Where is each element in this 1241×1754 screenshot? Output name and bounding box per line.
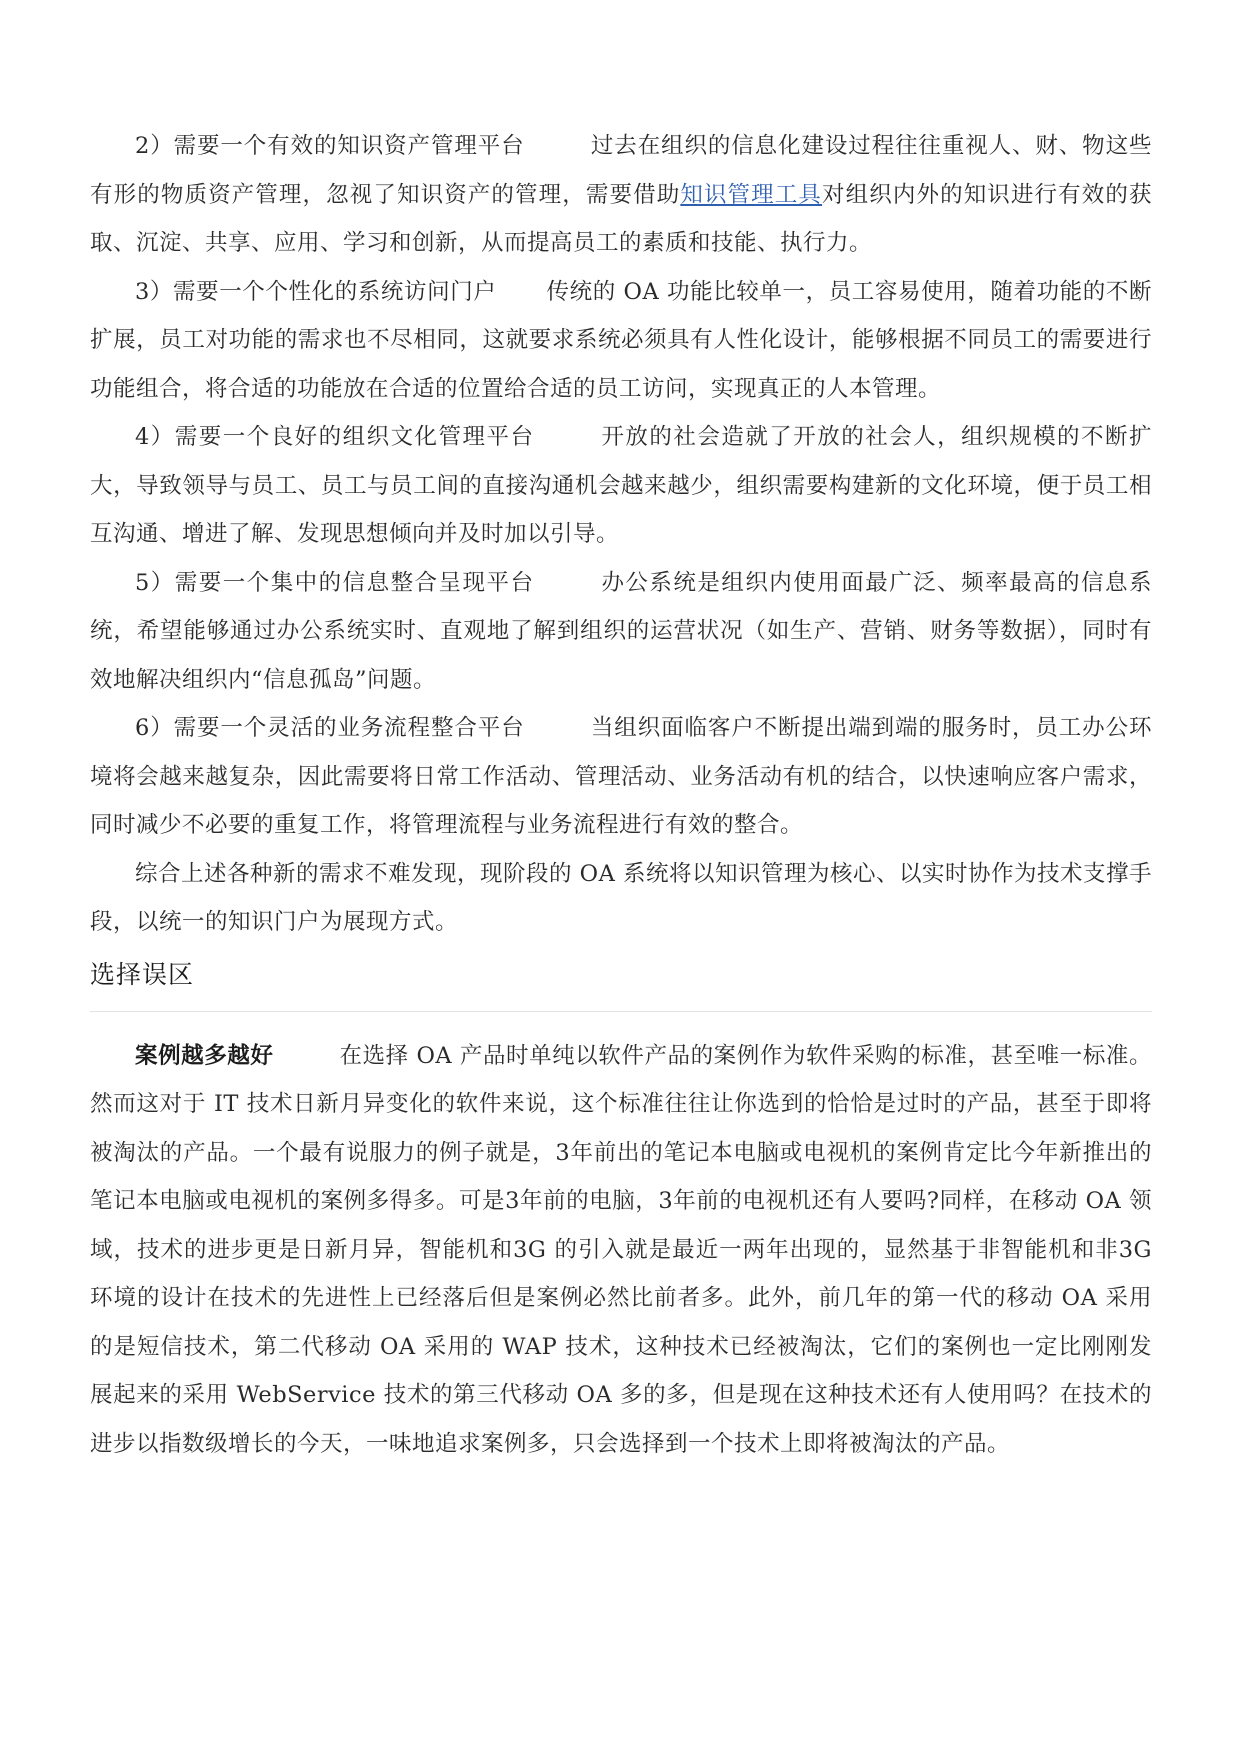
section-heading: 选择误区 <box>90 959 195 989</box>
paragraph-lead: 4）需要一个良好的组织文化管理平台 <box>135 424 535 450</box>
paragraph-knowledge-asset <box>90 122 1152 268</box>
paragraph-lead: 5）需要一个集中的信息整合呈现平台 <box>135 569 535 596</box>
paragraph-text: 传统的 OA 功能比较单一，员工容易使用，随着功能的不断扩展，员工对功能的需求也不尽相同，这就要求系统必须具有人性化设计，能够根据不同员工的需要进行功能组合，将合适的功能放在合适的位置给合适的员工访问，实现真正的人本管理。 <box>90 278 1152 402</box>
paragraph-text: 当组织面临客户不断提出端到端的服务时，员工办公环境将会越来越复杂，因此需要将日常工作活动、管理活动、业务活动有机的结合，以快速响应客户需求，同时减少不必要的重复工作，将管理流程与业务流程进行有效的整合。 <box>90 715 1152 838</box>
paragraph-case-misconception <box>90 1032 1152 1469</box>
paragraph-text: 对组织内外的知识进行有效的获取、沉淀、共享、应用、学习和创新，从而提高员工的素质和技能、执行力。 <box>90 181 1152 256</box>
knowledge-tool-link[interactable]: 知识管理工具 <box>680 181 823 208</box>
paragraph-lead: 6）需要一个灵活的业务流程整合平台 <box>135 715 525 741</box>
paragraph-culture <box>90 413 1152 559</box>
paragraph-summary: 综合上述各种新的需求不难发现，现阶段的 OA 系统将以知识管理为核心、以实时协作为技术支撑手段，以统一的知识门户为展现方式。 <box>90 860 1153 935</box>
paragraph-lead-bold: 案例越多越好 <box>135 1042 274 1069</box>
paragraph-lead: 2）需要一个有效的知识资产管理平台 <box>135 133 525 159</box>
divider <box>90 1011 1152 1012</box>
paragraph-text: 在选择 OA 产品时单纯以软件产品的案例作为软件采购的标准，甚至唯一标准。然而这对于 IT 技术日新月异变化的软件来说，这个标准往往让你选到的恰恰是过时的产品，甚至于即将被淘汰的产品。一个最有说服力的例子就是，3年前出的笔记本电脑或电视机的案例肯定比今年新推出的笔记本电脑或电视机的案例多得多。可是3年前的电脑，3年前的电视机还有人要吗?同样，在移动 OA 领域，技术的进步更是日新月异，智能机和3G 的引入就是最近一两年出现的，显然基于非智能机和非3G 环境的设计在技术的先进性上已经落后但是案例必然比前者多。此外，前几年的第一代的移动 OA 采用的是短信技术，第二代移动 OA 采用的 WAP 技术，这种技术已经被淘汰，它们的案例也一定比刚刚发展起来的采用 WebService 技术的第三代移动 OA 多的多，但是现在这种技术还有人使用吗？在技术的进步以指数级增长的今天，一味地追求案例多，只会选择到一个技术上即将被淘汰的产品。 <box>90 1042 1152 1457</box>
paragraph-workflow <box>90 704 1152 850</box>
document-page <box>90 122 1152 1468</box>
paragraph-lead: 3）需要一个个性化的系统访问门户 <box>135 278 497 305</box>
paragraph-portal <box>90 268 1152 414</box>
paragraph-info-integration <box>90 559 1152 705</box>
paragraph-text: 开放的社会造就了开放的社会人，组织规模的不断扩大，导致领导与员工、员工与员工间的直接沟通机会越来越少，组织需要构建新的文化环境，便于员工相互沟通、增进了解、发现思想倾向并及时加以引导。 <box>90 424 1152 547</box>
paragraph-text: 过去在组织的信息化建设过程往往重视人、财、物这些有形的物质资产管理，忽视了知识资产的管理，需要借助 <box>90 133 1152 208</box>
paragraph-text: 办公系统是组织内使用面最广泛、频率最高的信息系统，希望能够通过办公系统实时、直观地了解到组织的运营状况（如生产、营销、财务等数据），同时有效地解决组织内“信息孤岛”问题。 <box>90 569 1152 693</box>
